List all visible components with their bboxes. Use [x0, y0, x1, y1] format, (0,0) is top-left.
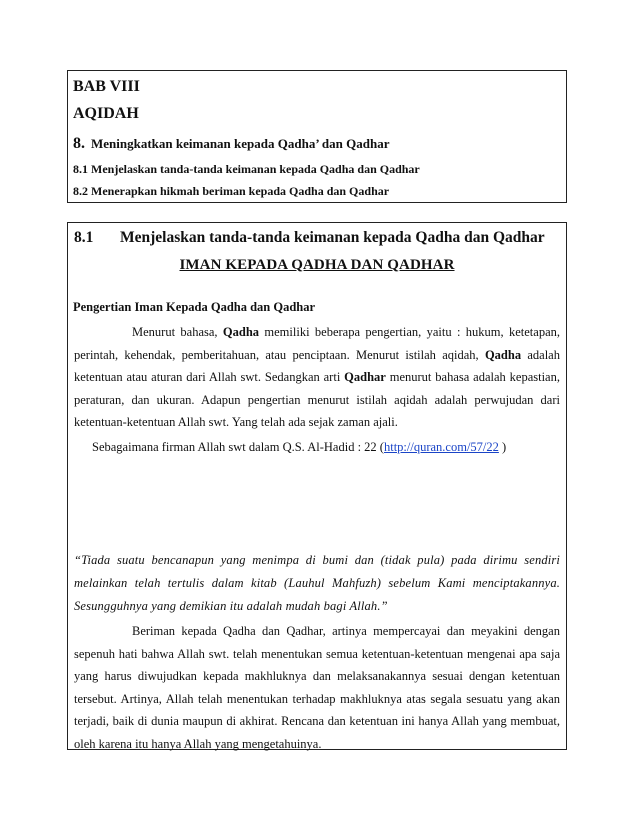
term-qadhar: Qadhar — [344, 370, 386, 384]
faith-paragraph: Beriman kepada Qadha dan Qadhar, artinya mempercayai dan meyakini dengan sepenuh hati bahwa Allah swt. telah menentukan semua ketentuan-ketentuan mengenai apa saja yang harus diwujudkan kepada makhluknya dan melaksanakannya sesuai dengan ketentuan tersebut. Artinya, Allah telah menentukan terhadap makhluknya atas segala sesuatu yang akan terjadi, baik di dunia maupun di akhirat. Rencana dan ketentuan ini hanya Allah yang membuat, oleh karena itu hanya Allah yang mengetahuinya. — [74, 624, 560, 751]
term-qadha: Qadha — [484, 347, 522, 362]
chapter-title: AQIDAH — [73, 105, 139, 122]
section-heading — [74, 228, 560, 248]
section-number: 8.1 — [74, 229, 94, 246]
verse-reference — [74, 436, 560, 459]
text-run: Sebagaimana firman Allah swt dalam Q.S. Al-Hadid : 22 ( — [92, 439, 384, 454]
centered-title: IMAN KEPADA QADHA DAN QADHAR — [179, 257, 455, 273]
chapter-number: BAB VIII — [73, 78, 140, 95]
term-qadha: Qadha — [222, 325, 260, 339]
chapter-header-box — [67, 70, 567, 203]
definition-paragraph — [74, 321, 560, 434]
section-title: Menjelaskan tanda-tanda keimanan kepada Qadha dan Qadhar — [120, 229, 545, 246]
text-run: memiliki beberapa pengertian, yaitu : hukum, ketetapan, perintah, kehendak, pemberitahuan, atau penciptaan. Menurut istilah aqidah, — [74, 325, 560, 362]
content-box — [67, 222, 567, 750]
competency-text: Meningkatkan keimanan kepada Qadha’ dan Qadhar — [91, 136, 390, 151]
quran-link[interactable]: http://quran.com/57/22 — [383, 439, 499, 454]
sub-competency-1: 8.1 Menjelaskan tanda-tanda keimanan kepada Qadha dan Qadhar — [73, 162, 420, 176]
definition-heading: Pengertian Iman Kepada Qadha dan Qadhar — [73, 300, 316, 314]
competency-number: 8. — [73, 135, 85, 152]
sub-competency-2: 8.2 Menerapkan hikmah beriman kepada Qadha dan Qadhar — [73, 184, 390, 198]
verse-translation: “Tiada suatu bencanapun yang menimpa di bumi dan (tidak pula) pada dirimu sendiri melainkan telah tertulis dalam kitab (Lauhul Mahfuzh) sebelum Kami menciptakannya. Sesungguhnya yang demikian itu adalah mudah bagi Allah.” — [74, 553, 560, 613]
competency-item — [73, 135, 566, 153]
text-run: ) — [498, 439, 507, 454]
text-run: menurut bahasa adalah kepastian, peraturan, dan ukuran. Adapun pengertian menurut istilah aqidah adalah perwujudan dari ketentuan-ketentuan Allah swt. Yang telah ada sejak zaman ajali. — [74, 370, 560, 429]
text-run: adalah ketentuan atau aturan dari Allah swt. Sedangkan arti — [74, 347, 560, 384]
text-run: Menurut bahasa, — [132, 325, 223, 339]
